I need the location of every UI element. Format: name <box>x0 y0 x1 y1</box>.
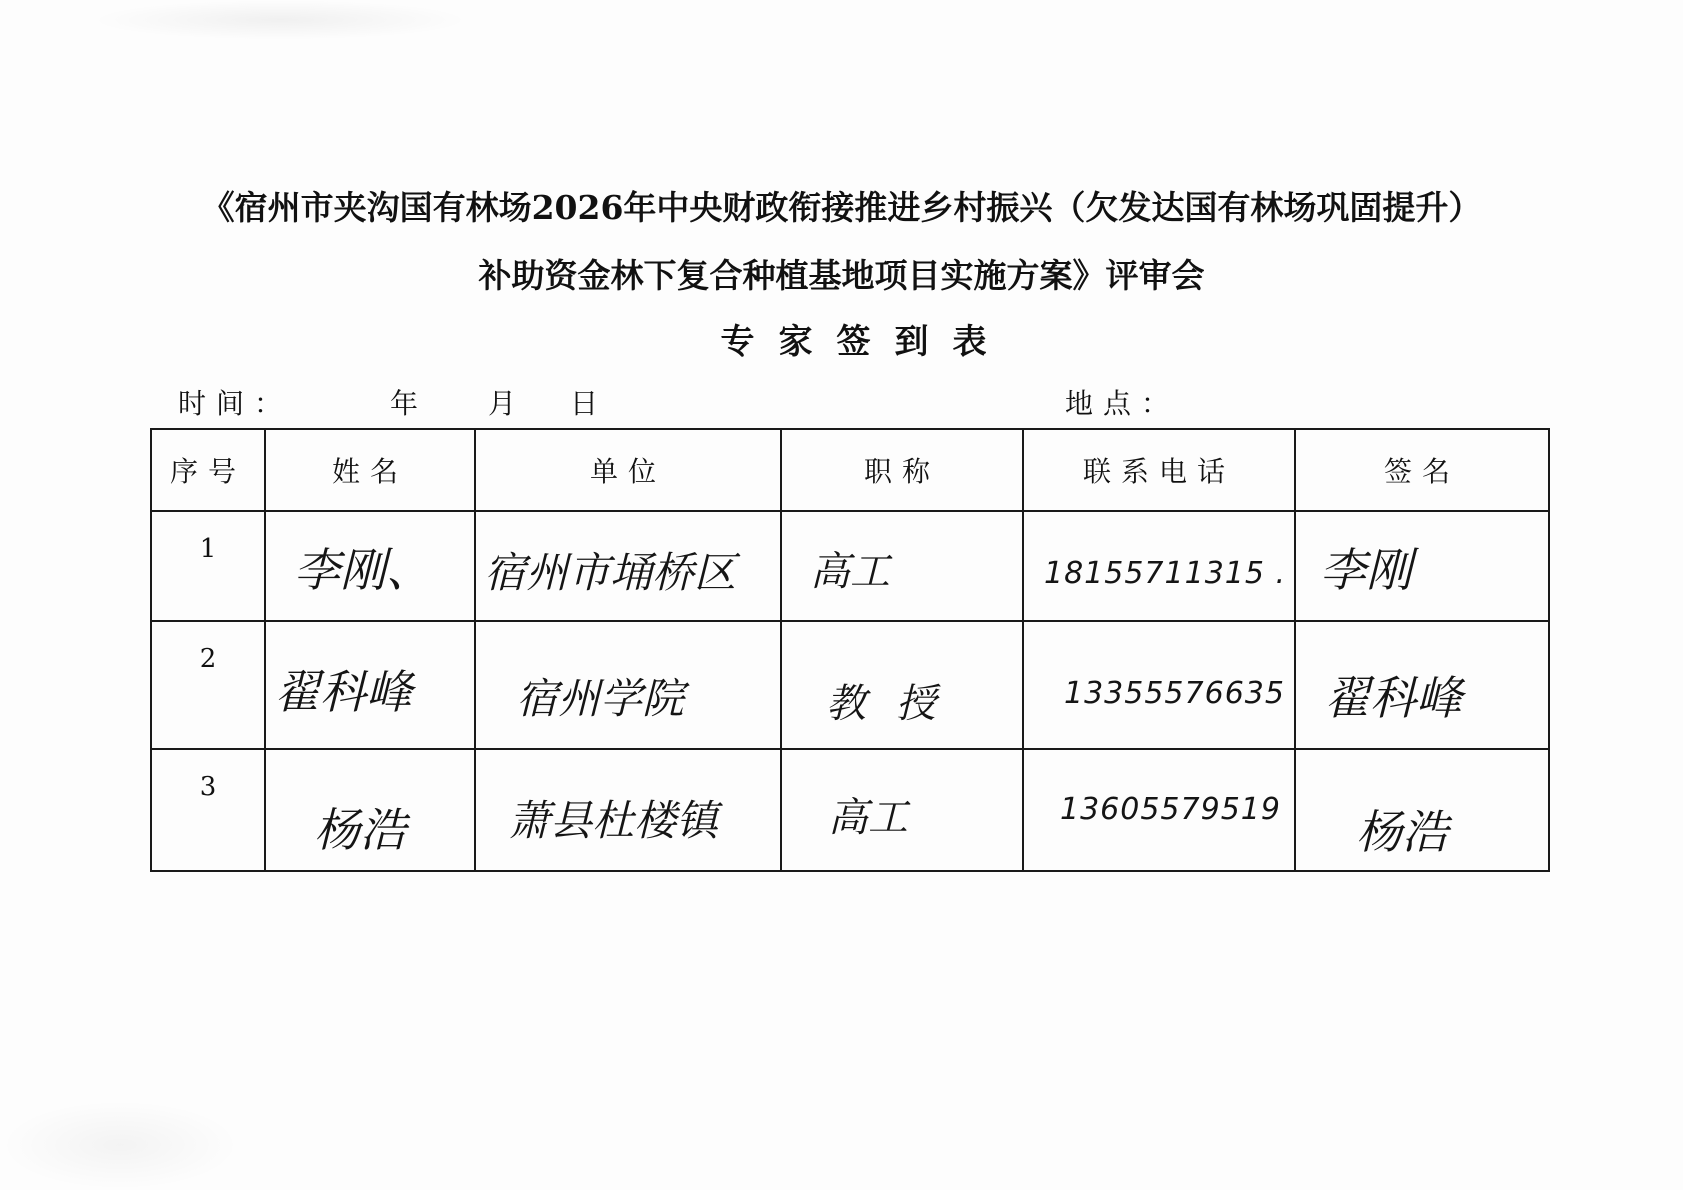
header-title: 职称 <box>781 429 1023 511</box>
header-name: 姓名 <box>265 429 475 511</box>
cell-title <box>781 749 1023 871</box>
scan-smudge <box>0 1100 240 1190</box>
handwritten-phone: 13355576635 <box>1064 676 1285 711</box>
document-title-line-1: 《宿州市夹沟国有林场2026年中央财政衔接推进乡村振兴（欠发达国有林场巩固提升） <box>201 188 1482 227</box>
table-row <box>151 511 1549 621</box>
day-label: 日 <box>570 387 599 420</box>
document-subtitle: 专家签到表 <box>720 322 1011 362</box>
cell-name <box>265 621 475 749</box>
handwritten-name: 李刚、 <box>294 543 432 597</box>
handwritten-name: 杨浩 <box>314 803 406 857</box>
row-index: 2 <box>199 644 217 674</box>
cell-unit <box>475 511 781 621</box>
table-row <box>151 749 1549 871</box>
handwritten-unit: 萧县杜楼镇 <box>508 796 719 845</box>
cell-index <box>151 511 265 621</box>
table-header-row <box>151 429 1549 511</box>
sign-in-table <box>150 428 1550 872</box>
place-label: 地点： <box>1065 387 1180 420</box>
handwritten-signature: 杨浩 <box>1356 805 1448 859</box>
handwritten-name: 翟科峰 <box>274 665 412 719</box>
scan-smudge <box>90 0 470 40</box>
handwritten-title: 教授 <box>826 681 966 727</box>
handwritten-signature: 翟科峰 <box>1324 671 1462 725</box>
handwritten-title: 高工 <box>828 795 908 841</box>
header-signature: 签名 <box>1295 429 1549 511</box>
cell-index <box>151 621 265 749</box>
cell-phone <box>1023 749 1295 871</box>
header-unit: 单位 <box>475 429 781 511</box>
handwritten-phone: 18155711315 . <box>1044 556 1287 591</box>
header-phone: 联系电话 <box>1023 429 1295 511</box>
document-title-line-2: 补助资金林下复合种植基地项目实施方案》评审会 <box>478 256 1205 295</box>
cell-signature <box>1295 511 1549 621</box>
handwritten-signature: 李刚 <box>1320 543 1412 597</box>
cell-unit <box>475 749 781 871</box>
table-row <box>151 621 1549 749</box>
handwritten-phone: 13605579519 <box>1060 792 1281 827</box>
month-label: 月 <box>488 387 517 420</box>
handwritten-unit: 宿州市埇桥区 <box>484 548 737 597</box>
cell-signature <box>1295 621 1549 749</box>
cell-name <box>265 511 475 621</box>
cell-title <box>781 621 1023 749</box>
cell-index <box>151 749 265 871</box>
header-index: 序号 <box>151 429 265 511</box>
cell-name <box>265 749 475 871</box>
row-index: 3 <box>199 772 217 802</box>
handwritten-unit: 宿州学院 <box>516 674 685 723</box>
cell-phone <box>1023 511 1295 621</box>
cell-phone <box>1023 621 1295 749</box>
cell-signature <box>1295 749 1549 871</box>
handwritten-title: 高工 <box>810 549 890 595</box>
cell-title <box>781 511 1023 621</box>
cell-unit <box>475 621 781 749</box>
year-label: 年 <box>390 387 419 420</box>
row-index: 1 <box>199 534 217 564</box>
time-label: 时间： <box>178 387 293 420</box>
